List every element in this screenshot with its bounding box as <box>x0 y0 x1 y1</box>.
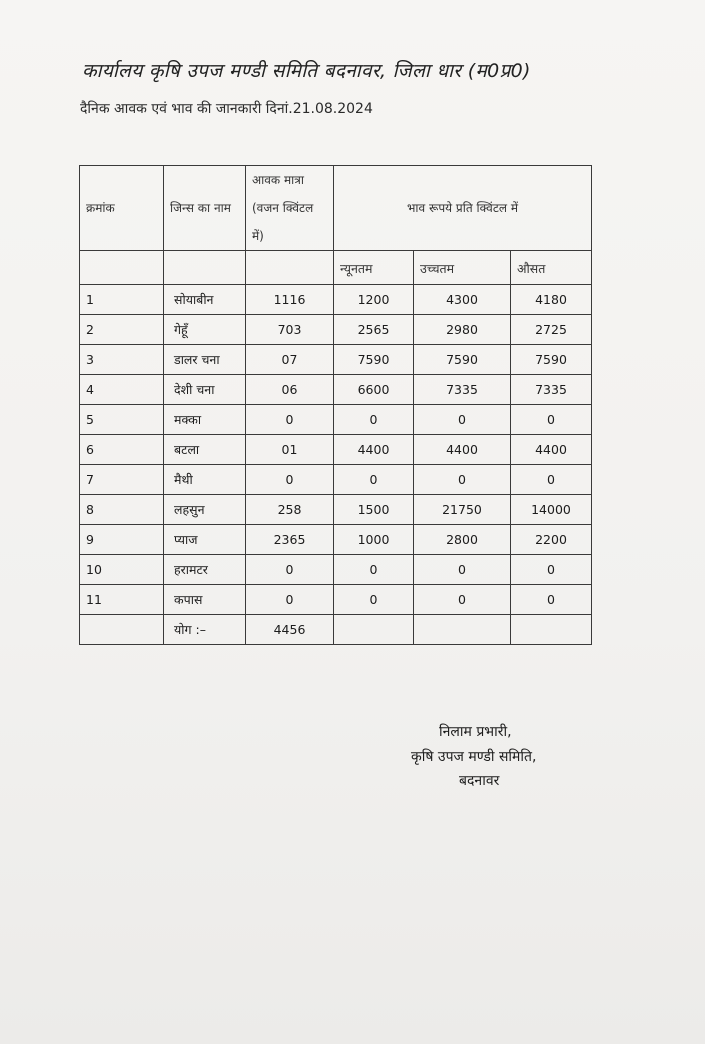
cell-arrival: 0 <box>246 585 334 615</box>
header-max: उच्चतम <box>414 251 511 285</box>
header-commodity: जिन्स का नाम <box>164 166 246 251</box>
cell-max-price: 4300 <box>414 285 511 315</box>
table-row <box>80 345 592 375</box>
table-row <box>80 375 592 405</box>
cell-avg-price: 0 <box>511 555 592 585</box>
header-row <box>80 166 592 251</box>
cell-arrival: 07 <box>246 345 334 375</box>
cell-arrival: 2365 <box>246 525 334 555</box>
cell-serial: 7 <box>80 465 164 495</box>
signature-place: बदनावर <box>459 773 500 789</box>
table-row <box>80 405 592 435</box>
subheader-blank <box>164 251 246 285</box>
cell-serial: 11 <box>80 585 164 615</box>
cell-avg-price: 7335 <box>511 375 592 405</box>
subheader-row <box>80 251 592 285</box>
cell-avg-price: 0 <box>511 585 592 615</box>
signature-org: कृषि उपज मण्डी समिति, <box>411 749 537 765</box>
cell-serial: 1 <box>80 285 164 315</box>
header-price-group: भाव रूपये प्रति क्विंटल में <box>334 166 592 251</box>
cell-commodity: हरामटर <box>164 555 246 585</box>
total-label: योग :– <box>164 615 246 645</box>
signature-title: निलाम प्रभारी, <box>439 724 512 740</box>
cell-commodity: बटला <box>164 435 246 465</box>
cell-serial: 10 <box>80 555 164 585</box>
table-row <box>80 555 592 585</box>
cell-min-price: 1000 <box>334 525 414 555</box>
cell-commodity: कपास <box>164 585 246 615</box>
cell-max-price: 2800 <box>414 525 511 555</box>
cell-commodity: डालर चना <box>164 345 246 375</box>
cell-blank <box>511 615 592 645</box>
total-arrival: 4456 <box>246 615 334 645</box>
cell-avg-price: 0 <box>511 465 592 495</box>
cell-min-price: 4400 <box>334 435 414 465</box>
cell-commodity: प्याज <box>164 525 246 555</box>
cell-serial: 9 <box>80 525 164 555</box>
subheader-blank <box>80 251 164 285</box>
header-avg: औसत <box>511 251 592 285</box>
table-row <box>80 585 592 615</box>
table-row <box>80 285 592 315</box>
header-min: न्यूनतम <box>334 251 414 285</box>
rates-table <box>79 165 592 645</box>
cell-commodity: मक्का <box>164 405 246 435</box>
cell-min-price: 0 <box>334 585 414 615</box>
cell-commodity: सोयाबीन <box>164 285 246 315</box>
cell-arrival: 01 <box>246 435 334 465</box>
cell-min-price: 7590 <box>334 345 414 375</box>
cell-min-price: 0 <box>334 555 414 585</box>
cell-commodity: मैथी <box>164 465 246 495</box>
cell-min-price: 0 <box>334 465 414 495</box>
cell-max-price: 0 <box>414 405 511 435</box>
document-title: कार्यालय कृषि उपज मण्डी समिति बदनावर, जिला धार (म0प्र0) <box>82 60 531 82</box>
cell-max-price: 7335 <box>414 375 511 405</box>
cell-min-price: 6600 <box>334 375 414 405</box>
cell-max-price: 0 <box>414 585 511 615</box>
subheader-blank <box>246 251 334 285</box>
cell-avg-price: 2200 <box>511 525 592 555</box>
cell-serial: 6 <box>80 435 164 465</box>
cell-min-price: 2565 <box>334 315 414 345</box>
cell-arrival: 1116 <box>246 285 334 315</box>
cell-max-price: 0 <box>414 555 511 585</box>
cell-min-price: 0 <box>334 405 414 435</box>
table-row <box>80 315 592 345</box>
table-row <box>80 495 592 525</box>
cell-arrival: 703 <box>246 315 334 345</box>
cell-serial: 3 <box>80 345 164 375</box>
cell-avg-price: 4400 <box>511 435 592 465</box>
cell-serial: 2 <box>80 315 164 345</box>
cell-commodity: गेहूँ <box>164 315 246 345</box>
cell-serial: 5 <box>80 405 164 435</box>
cell-serial: 8 <box>80 495 164 525</box>
cell-avg-price: 7590 <box>511 345 592 375</box>
cell-max-price: 4400 <box>414 435 511 465</box>
cell-avg-price: 4180 <box>511 285 592 315</box>
header-arrival: आवक मात्रा (वजन क्विंटल में) <box>246 166 334 251</box>
document-subtitle: दैनिक आवक एवं भाव की जानकारी दिनां.21.08.2024 <box>80 101 373 117</box>
table-row <box>80 465 592 495</box>
cell-blank <box>334 615 414 645</box>
cell-max-price: 21750 <box>414 495 511 525</box>
cell-min-price: 1500 <box>334 495 414 525</box>
table-row <box>80 525 592 555</box>
header-serial: क्रमांक <box>80 166 164 251</box>
cell-commodity: देशी चना <box>164 375 246 405</box>
cell-max-price: 2980 <box>414 315 511 345</box>
cell-commodity: लहसुन <box>164 495 246 525</box>
cell-arrival: 0 <box>246 465 334 495</box>
total-row <box>80 615 592 645</box>
cell-arrival: 06 <box>246 375 334 405</box>
cell-min-price: 1200 <box>334 285 414 315</box>
cell-avg-price: 14000 <box>511 495 592 525</box>
cell-serial: 4 <box>80 375 164 405</box>
table-row <box>80 435 592 465</box>
cell-avg-price: 2725 <box>511 315 592 345</box>
cell-arrival: 258 <box>246 495 334 525</box>
cell-arrival: 0 <box>246 555 334 585</box>
cell-avg-price: 0 <box>511 405 592 435</box>
cell-max-price: 0 <box>414 465 511 495</box>
cell-max-price: 7590 <box>414 345 511 375</box>
cell-blank <box>414 615 511 645</box>
cell-arrival: 0 <box>246 405 334 435</box>
cell-blank <box>80 615 164 645</box>
